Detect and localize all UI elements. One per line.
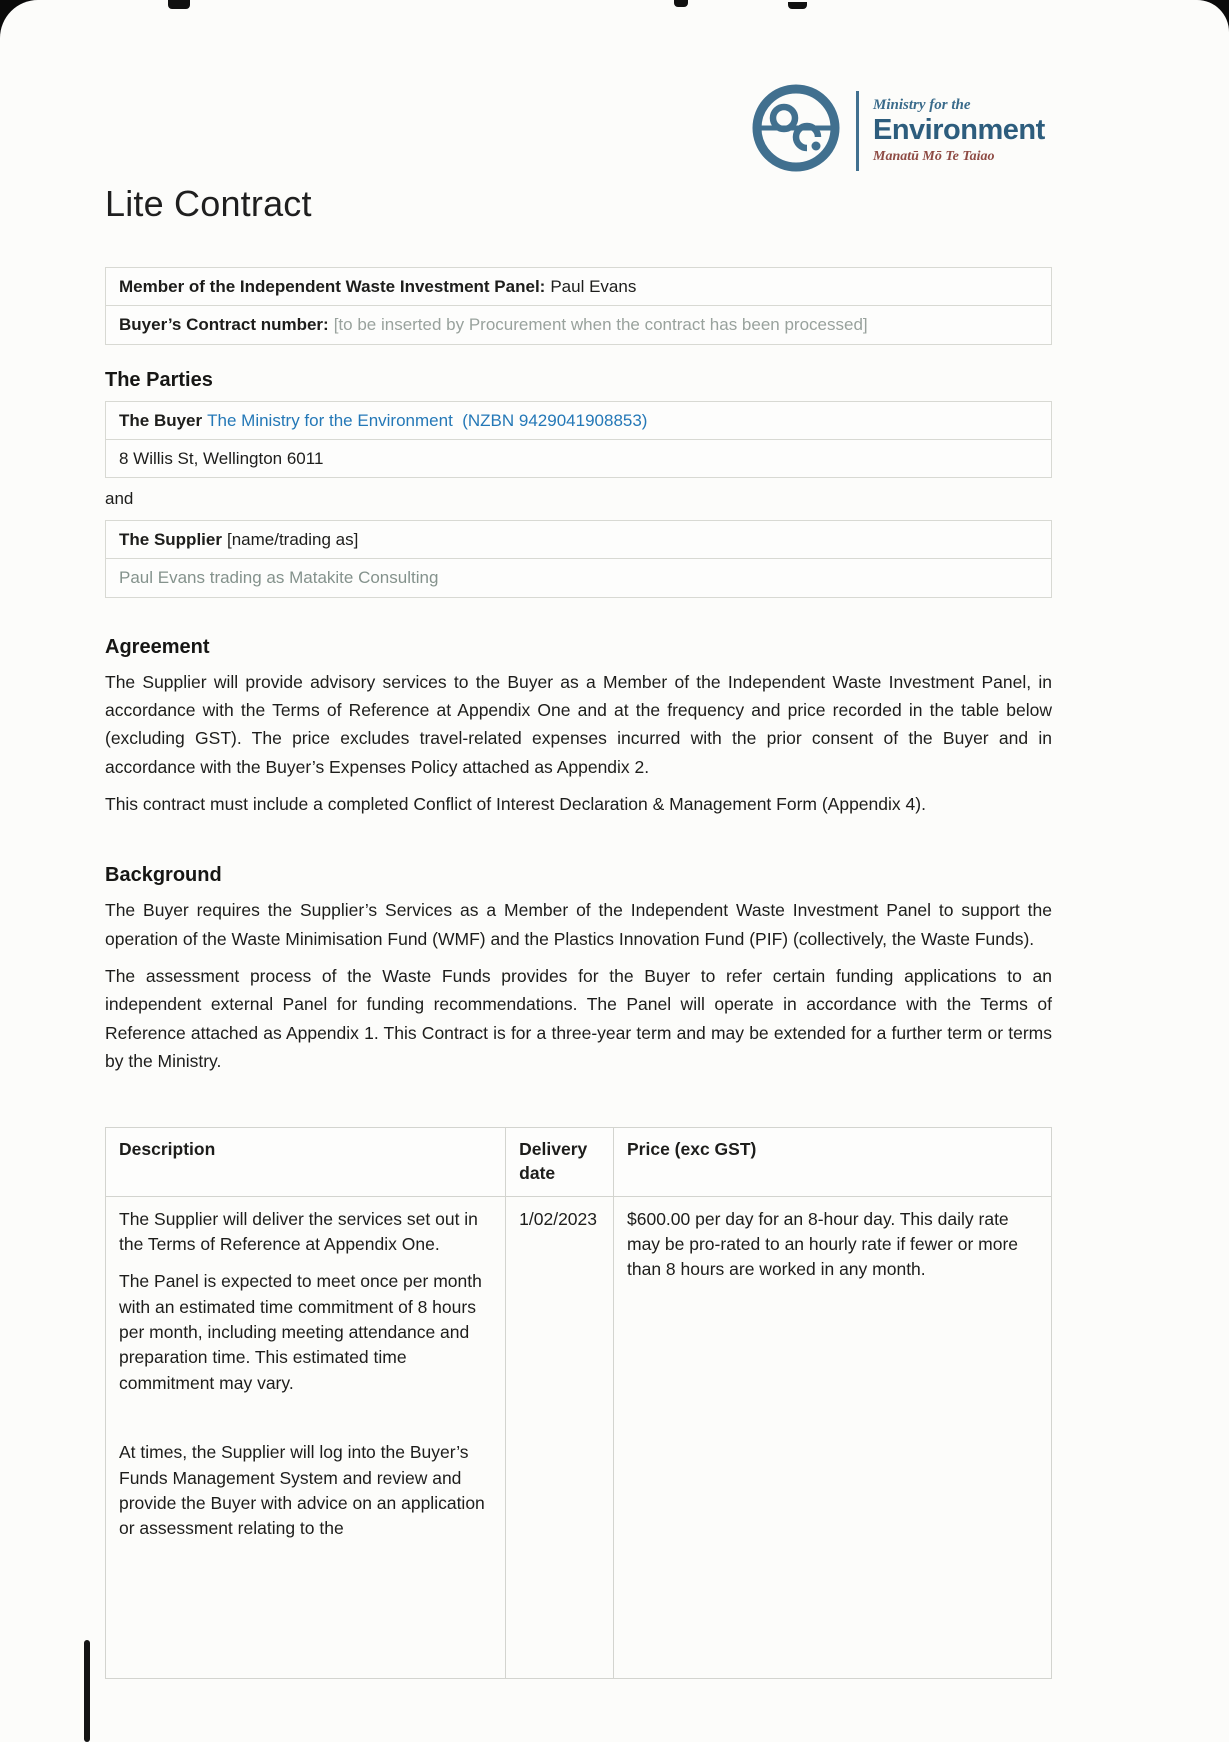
scan-artifact-top-mark	[674, 0, 688, 7]
background-heading: Background	[105, 864, 222, 887]
contract-number-placeholder: [to be inserted by Procurement when the contract has been processed]	[333, 315, 868, 335]
background-paragraph: The assessment process of the Waste Funds provides for the Buyer to refer certain funding applications to an independent external Panel for funding recommendations. The Panel will operate in accordance with the Terms of Reference attached as Appendix 1. This Contract is for a three-year term and may be extended for a further term or terms by the Ministry.	[105, 965, 1052, 1071]
description-paragraph: At times, the Supplier will log into the Buyer’s Funds Management System and review and provide the Buyer with advice on an application or assessment relating to the	[119, 1442, 485, 1539]
column-header-delivery-date: Delivery date	[506, 1128, 614, 1196]
background-paragraph: The Buyer requires the Supplier’s Services as a Member of the Independent Waste Investment Panel to support the operation of the Waste Minimisation Fund (WMF) and the Plastics Innovation Fund (PIF) (collectively, the Waste Funds).	[105, 900, 1052, 949]
buyer-label: The Buyer	[119, 410, 203, 430]
services-table-row	[106, 1196, 1052, 1678]
supplier-name-hint: [name/trading as]	[226, 530, 359, 549]
contract-number-row	[106, 305, 1051, 343]
buyer-address-row	[106, 439, 1051, 477]
services-table-header-row	[106, 1128, 1052, 1196]
agreement-paragraph: This contract must include a completed Conflict of Interest Declaration & Management Form (Appendix 4).	[105, 793, 926, 814]
logo-maori-name: Manatū Mō Te Taiao	[873, 148, 995, 164]
panel-member-value: Paul Evans	[550, 277, 637, 296]
agreement-paragraph: The Supplier will provide advisory services to the Buyer as a Member of the Independent Waste Investment Panel, in accordance with the Terms of Reference at Appendix One and at the frequency and price recorded in the table below (excluding GST). The price excludes travel-related expenses incurred with the prior consent of the Buyer and in accordance with the Buyer’s Expenses Policy attached as Appendix 2.	[105, 671, 1052, 777]
parties-connector: and	[105, 489, 134, 508]
contract-number-label: Buyer’s Contract number:	[119, 315, 329, 335]
parties-heading: The Parties	[105, 368, 213, 391]
scan-artifact-corner-top-right	[1189, 0, 1229, 32]
buyer-address: 8 Willis St, Wellington 6011	[119, 448, 324, 468]
scan-artifact-top-mark	[168, 0, 190, 9]
scan-artifact-left-line	[84, 1640, 90, 1742]
supplier-box	[105, 520, 1052, 598]
buyer-box	[105, 401, 1052, 479]
panel-member-label: Member of the Independent Waste Investment Panel:	[119, 277, 546, 296]
buyer-value: The Ministry for the Environment (NZBN 9429041908853)	[207, 410, 648, 430]
page-title: Lite Contract	[105, 183, 312, 224]
description-paragraph: The Panel is expected to meet once per month with an estimated time commitment of 8 hours per month, including meeting attendance and preparation time. This estimated time commitment may vary.	[119, 1271, 482, 1393]
column-header-price: Price (exc GST)	[614, 1128, 1052, 1196]
services-table	[105, 1127, 1052, 1678]
supplier-label: The Supplier	[119, 530, 222, 549]
logo-environment: Environment	[873, 114, 1045, 147]
background-section	[105, 864, 1052, 1075]
buyer-row	[106, 402, 1051, 439]
description-paragraph: The Supplier will deliver the services set out in the Terms of Reference at Appendix One.	[119, 1208, 478, 1254]
scan-artifact-corner-top-left	[0, 0, 46, 38]
description-cell	[106, 1196, 506, 1678]
delivery-date-cell: 1/02/2023	[506, 1196, 614, 1678]
price-cell: $600.00 per day for an 8-hour day. This daily rate may be pro-rated to an hourly rate if fewer or more than 8 hours are worked in any month.	[614, 1196, 1052, 1678]
agreement-heading: Agreement	[105, 635, 210, 658]
column-header-description: Description	[106, 1128, 506, 1196]
logo-ministry-for-the: Ministry for the	[873, 96, 971, 113]
contract-info-box	[105, 267, 1052, 345]
agreement-section	[105, 636, 1052, 819]
scan-artifact-top-mark	[788, 2, 807, 9]
supplier-value-row	[106, 558, 1051, 596]
panel-member-row	[106, 268, 1051, 305]
supplier-value: Paul Evans trading as Matakite Consulting	[119, 568, 439, 588]
supplier-row	[106, 521, 1051, 558]
